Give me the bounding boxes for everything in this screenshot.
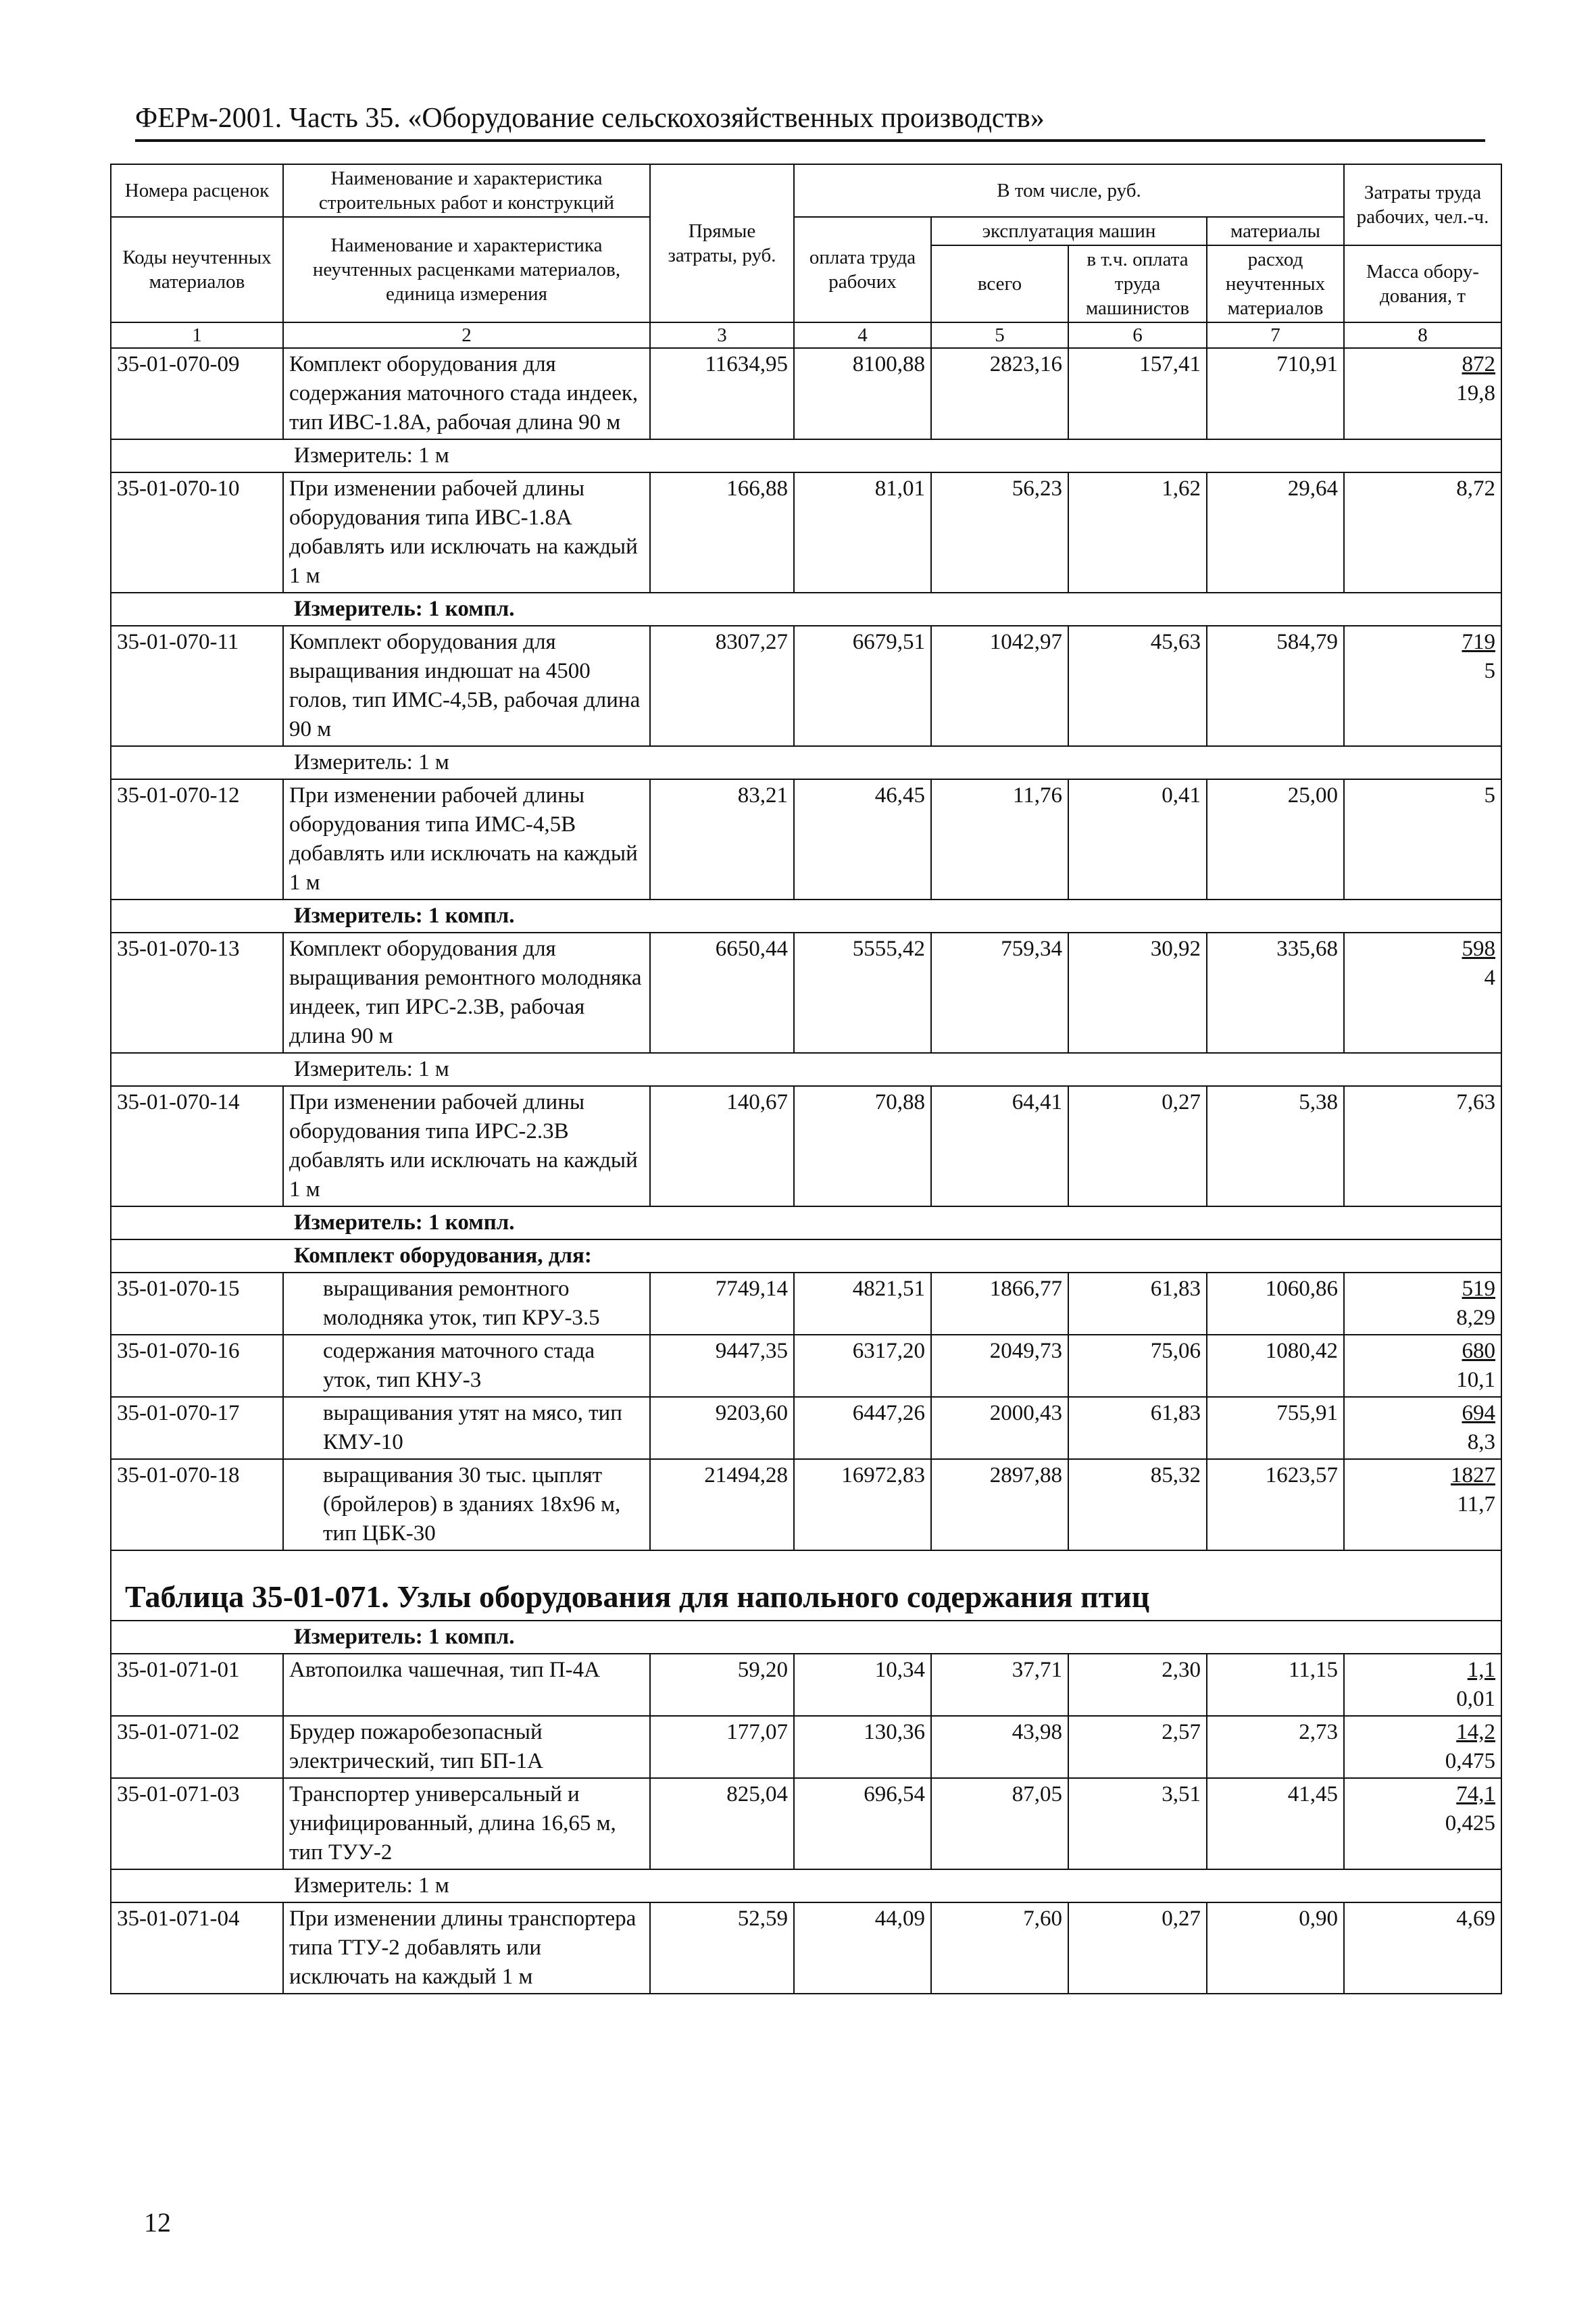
table-title: Таблица 35-01-071. Узлы оборудования для напольного содержания птиц — [111, 1550, 1501, 1621]
direct-cost: 9203,60 — [650, 1397, 794, 1459]
rate-name: Брудер пожаробезопасный электрический, тип БП-1А — [283, 1716, 650, 1778]
worker-wages: 4821,51 — [794, 1273, 931, 1335]
direct-cost: 7749,14 — [650, 1273, 794, 1335]
materials-cost: 584,79 — [1207, 626, 1344, 746]
labor-mass-cell — [1344, 348, 1501, 439]
worker-wages: 5555,42 — [794, 933, 931, 1053]
machinist-wages: 75,06 — [1068, 1335, 1207, 1397]
worker-wages: 81,01 — [794, 472, 931, 593]
measure-label — [111, 746, 1501, 779]
labor-value: 680 — [1462, 1339, 1495, 1363]
materials-cost: 29,64 — [1207, 472, 1344, 593]
table-row — [111, 1778, 1501, 1869]
column-numbers-row — [111, 322, 1501, 348]
rate-code: 35-01-070-10 — [111, 472, 283, 593]
table-title-row — [111, 1550, 1501, 1621]
machinist-wages: 157,41 — [1068, 348, 1207, 439]
table-row — [111, 1397, 1501, 1459]
labor-mass-cell — [1344, 472, 1501, 593]
machinist-wages: 45,63 — [1068, 626, 1207, 746]
mass-value: 0,425 — [1445, 1811, 1495, 1836]
measure-text: Измеритель: 1 м — [294, 750, 449, 774]
measure-label — [111, 439, 1501, 472]
machine-cost: 37,71 — [931, 1654, 1068, 1716]
worker-wages: 10,34 — [794, 1654, 931, 1716]
table-row — [111, 1716, 1501, 1778]
labor-value: 5 — [1484, 783, 1495, 808]
measure-row — [111, 1869, 1501, 1902]
labor-value: 7,63 — [1456, 1090, 1495, 1114]
labor-mass-cell — [1344, 1778, 1501, 1869]
labor-mass-cell — [1344, 1902, 1501, 1994]
worker-wages: 696,54 — [794, 1778, 931, 1869]
machinist-wages: 61,83 — [1068, 1397, 1207, 1459]
machinist-wages: 30,92 — [1068, 933, 1207, 1053]
rate-name: Комплект оборудования для выращивания индюшат на 4500 голов, тип ИМС-4,5В, рабочая длина 90 м — [283, 626, 650, 746]
col-materials-header: расход неучтенных материалов — [1207, 245, 1344, 322]
materials-cost: 1623,57 — [1207, 1459, 1344, 1550]
measure-row — [111, 439, 1501, 472]
machine-cost: 64,41 — [931, 1086, 1068, 1206]
machine-cost: 43,98 — [931, 1716, 1068, 1778]
machinist-wages: 3,51 — [1068, 1778, 1207, 1869]
section-row — [111, 1239, 1501, 1273]
machinist-wages: 2,30 — [1068, 1654, 1207, 1716]
machine-cost: 7,60 — [931, 1902, 1068, 1994]
materials-cost: 5,38 — [1207, 1086, 1344, 1206]
rate-code: 35-01-070-11 — [111, 626, 283, 746]
measure-label — [111, 1053, 1501, 1086]
machine-cost: 11,76 — [931, 779, 1068, 900]
materials-cost: 11,15 — [1207, 1654, 1344, 1716]
labor-value: 74,1 — [1456, 1782, 1495, 1806]
table-row — [111, 1335, 1501, 1397]
materials-header: материалы — [1207, 217, 1344, 245]
rate-code: 35-01-071-01 — [111, 1654, 283, 1716]
labor-mass-cell — [1344, 1654, 1501, 1716]
labor-value: 598 — [1462, 937, 1495, 961]
materials-cost: 41,45 — [1207, 1778, 1344, 1869]
direct-cost: 166,88 — [650, 472, 794, 593]
col-number: 6 — [1068, 322, 1207, 348]
labor-value: 14,2 — [1456, 1720, 1495, 1744]
section-label: Комплект оборудования, для: — [111, 1239, 1501, 1273]
direct-cost: 59,20 — [650, 1654, 794, 1716]
mass-value: 5 — [1484, 659, 1495, 683]
table-row — [111, 1459, 1501, 1550]
col-number: 4 — [794, 322, 931, 348]
materials-cost: 1060,86 — [1207, 1273, 1344, 1335]
measure-label — [111, 593, 1501, 626]
table-row — [111, 779, 1501, 900]
rate-name: содержания маточного стада уток, тип КНУ-3 — [283, 1335, 650, 1397]
machine-cost: 56,23 — [931, 472, 1068, 593]
worker-wages: 6317,20 — [794, 1335, 931, 1397]
worker-wages: 6447,26 — [794, 1397, 931, 1459]
rate-name: При изменении рабочей длины оборудования типа ИВС-1.8А добавлять или исключать на каждый 1 м — [283, 472, 650, 593]
rate-code: 35-01-070-09 — [111, 348, 283, 439]
rate-code: 35-01-071-02 — [111, 1716, 283, 1778]
col-name-header-bottom: Наименование и характеристика неучтенных расценками материалов, единица измерения — [283, 217, 650, 322]
col-direct-header: Прямые затраты, руб. — [650, 164, 794, 322]
materials-cost: 755,91 — [1207, 1397, 1344, 1459]
measure-text: Измеритель: 1 м — [294, 1057, 449, 1081]
rate-code: 35-01-071-04 — [111, 1902, 283, 1994]
materials-cost: 2,73 — [1207, 1716, 1344, 1778]
col-mass-header: Масса обору-дования, т — [1344, 245, 1501, 322]
table-row — [111, 933, 1501, 1053]
measure-text: Измеритель: 1 компл. — [294, 1625, 515, 1649]
worker-wages: 130,36 — [794, 1716, 931, 1778]
measure-text: Измеритель: 1 компл. — [294, 904, 515, 928]
rate-name: выращивания 30 тыс. цыплят (бройлеров) в зданиях 18х96 м, тип ЦБК-30 — [283, 1459, 650, 1550]
materials-cost: 1080,42 — [1207, 1335, 1344, 1397]
measure-row — [111, 746, 1501, 779]
machine-cost: 2897,88 — [931, 1459, 1068, 1550]
direct-cost: 21494,28 — [650, 1459, 794, 1550]
page-header: ФЕРм-2001. Часть 35. «Оборудование сельскохозяйственных производств» — [135, 101, 1485, 142]
labor-value: 1827 — [1451, 1463, 1495, 1487]
rate-code: 35-01-070-17 — [111, 1397, 283, 1459]
table-body-070 — [111, 348, 1501, 1550]
machine-cost: 2823,16 — [931, 348, 1068, 439]
mass-value: 0,01 — [1456, 1687, 1495, 1711]
rate-name: Автопоилка чашечная, тип П-4А — [283, 1654, 650, 1716]
mass-value: 0,475 — [1445, 1749, 1495, 1773]
rate-code: 35-01-070-14 — [111, 1086, 283, 1206]
rate-name: Комплект оборудования для содержания маточного стада индеек, тип ИВС-1.8А, рабочая длина 90 м — [283, 348, 650, 439]
table-row — [111, 348, 1501, 439]
machines-header: эксплуатация машин — [931, 217, 1207, 245]
measure-label — [111, 1621, 1501, 1654]
labor-mass-cell — [1344, 1273, 1501, 1335]
rate-code: 35-01-070-18 — [111, 1459, 283, 1550]
table-row — [111, 1654, 1501, 1716]
measure-text: Измеритель: 1 м — [294, 443, 449, 468]
col-mach-total-header: всего — [931, 245, 1068, 322]
machinist-wages: 0,27 — [1068, 1086, 1207, 1206]
worker-wages: 46,45 — [794, 779, 931, 900]
worker-wages: 8100,88 — [794, 348, 931, 439]
col-wages-header: оплата труда рабочих — [794, 217, 931, 322]
measure-row — [111, 1053, 1501, 1086]
machine-cost: 2049,73 — [931, 1335, 1068, 1397]
machine-cost: 1042,97 — [931, 626, 1068, 746]
col-name-header-top: Наименование и характеристика строительных работ и конструкций — [283, 164, 650, 217]
machine-cost: 2000,43 — [931, 1397, 1068, 1459]
labor-value: 8,72 — [1456, 476, 1495, 501]
table-row — [111, 1086, 1501, 1206]
mass-value: 10,1 — [1456, 1368, 1495, 1392]
rate-code: 35-01-070-15 — [111, 1273, 283, 1335]
labor-mass-cell — [1344, 626, 1501, 746]
col-number: 5 — [931, 322, 1068, 348]
direct-cost: 9447,35 — [650, 1335, 794, 1397]
col-number: 8 — [1344, 322, 1501, 348]
rate-name: При изменении длины транспортера типа ТТУ-2 добавлять или исключать на каждый 1 м — [283, 1902, 650, 1994]
col-number: 2 — [283, 322, 650, 348]
worker-wages: 16972,83 — [794, 1459, 931, 1550]
mass-value: 8,29 — [1456, 1306, 1495, 1330]
measure-label — [111, 1206, 1501, 1239]
mass-value: 19,8 — [1456, 381, 1495, 405]
table-body-071 — [111, 1550, 1501, 1994]
labor-value: 519 — [1462, 1277, 1495, 1301]
worker-wages: 6679,51 — [794, 626, 931, 746]
rate-code: 35-01-071-03 — [111, 1778, 283, 1869]
machine-cost: 87,05 — [931, 1778, 1068, 1869]
machine-cost: 759,34 — [931, 933, 1068, 1053]
measure-row — [111, 1621, 1501, 1654]
machinist-wages: 0,27 — [1068, 1902, 1207, 1994]
measure-label — [111, 900, 1501, 933]
measure-row — [111, 593, 1501, 626]
machine-cost: 1866,77 — [931, 1273, 1068, 1335]
table-row — [111, 472, 1501, 593]
mass-value: 11,7 — [1457, 1492, 1495, 1517]
measure-row — [111, 1206, 1501, 1239]
labor-mass-cell — [1344, 933, 1501, 1053]
materials-cost: 25,00 — [1207, 779, 1344, 900]
labor-mass-cell — [1344, 1459, 1501, 1550]
labor-mass-cell — [1344, 1086, 1501, 1206]
table-row — [111, 1902, 1501, 1994]
materials-cost: 335,68 — [1207, 933, 1344, 1053]
direct-cost: 140,67 — [650, 1086, 794, 1206]
col-number: 7 — [1207, 322, 1344, 348]
direct-cost: 825,04 — [650, 1778, 794, 1869]
col-mach-wages-header: в т.ч. оплата труда машинистов — [1068, 245, 1207, 322]
labor-value: 872 — [1462, 352, 1495, 376]
table-head — [111, 164, 1501, 348]
machinist-wages: 1,62 — [1068, 472, 1207, 593]
rate-code: 35-01-070-16 — [111, 1335, 283, 1397]
measure-label — [111, 1869, 1501, 1902]
page-number: 12 — [144, 2207, 171, 2238]
direct-cost: 52,59 — [650, 1902, 794, 1994]
measure-text: Измеритель: 1 компл. — [294, 597, 515, 621]
rate-name: Транспортер универсальный и унифицированный, длина 16,65 м, тип ТУУ-2 — [283, 1778, 650, 1869]
col-number: 1 — [111, 322, 283, 348]
mass-value: 4 — [1484, 966, 1495, 990]
rate-code: 35-01-070-13 — [111, 933, 283, 1053]
rate-name: Комплект оборудования для выращивания ремонтного молодняка индеек, тип ИРС-2.3В, рабочая длина 90 м — [283, 933, 650, 1053]
direct-cost: 8307,27 — [650, 626, 794, 746]
measure-text: Измеритель: 1 м — [294, 1873, 449, 1898]
labor-value: 4,69 — [1456, 1906, 1495, 1931]
rates-table — [110, 164, 1502, 1994]
labor-value: 694 — [1462, 1401, 1495, 1425]
worker-wages: 44,09 — [794, 1902, 931, 1994]
direct-cost: 11634,95 — [650, 348, 794, 439]
table-row — [111, 1273, 1501, 1335]
worker-wages: 70,88 — [794, 1086, 931, 1206]
col-codes-header-bottom: Коды неучтенных материалов — [111, 217, 283, 322]
machinist-wages: 85,32 — [1068, 1459, 1207, 1550]
labor-value: 719 — [1462, 630, 1495, 654]
rate-name: выращивания утят на мясо, тип КМУ-10 — [283, 1397, 650, 1459]
labor-mass-cell — [1344, 779, 1501, 900]
labor-mass-cell — [1344, 1716, 1501, 1778]
direct-cost: 83,21 — [650, 779, 794, 900]
rate-name: При изменении рабочей длины оборудования типа ИМС-4,5В добавлять или исключать на каждый 1 м — [283, 779, 650, 900]
measure-text: Измеритель: 1 компл. — [294, 1210, 515, 1235]
rate-name: выращивания ремонтного молодняка уток, тип КРУ-3.5 — [283, 1273, 650, 1335]
measure-row — [111, 900, 1501, 933]
machinist-wages: 2,57 — [1068, 1716, 1207, 1778]
direct-cost: 6650,44 — [650, 933, 794, 1053]
rate-name: При изменении рабочей длины оборудования типа ИРС-2.3В добавлять или исключать на каждый 1 м — [283, 1086, 650, 1206]
machinist-wages: 61,83 — [1068, 1273, 1207, 1335]
labor-mass-cell — [1344, 1397, 1501, 1459]
table-row — [111, 626, 1501, 746]
labor-value: 1,1 — [1467, 1658, 1495, 1682]
mass-value: 8,3 — [1467, 1430, 1495, 1454]
direct-cost: 177,07 — [650, 1716, 794, 1778]
rates-table-wrapper — [110, 164, 1501, 1994]
col-labor-header: Затраты труда рабочих, чел.-ч. — [1344, 164, 1501, 245]
col-codes-header-top: Номера расценок — [111, 164, 283, 217]
group-header: В том числе, руб. — [794, 164, 1344, 217]
materials-cost: 710,91 — [1207, 348, 1344, 439]
col-number: 3 — [650, 322, 794, 348]
rate-code: 35-01-070-12 — [111, 779, 283, 900]
machinist-wages: 0,41 — [1068, 779, 1207, 900]
labor-mass-cell — [1344, 1335, 1501, 1397]
materials-cost: 0,90 — [1207, 1902, 1344, 1994]
